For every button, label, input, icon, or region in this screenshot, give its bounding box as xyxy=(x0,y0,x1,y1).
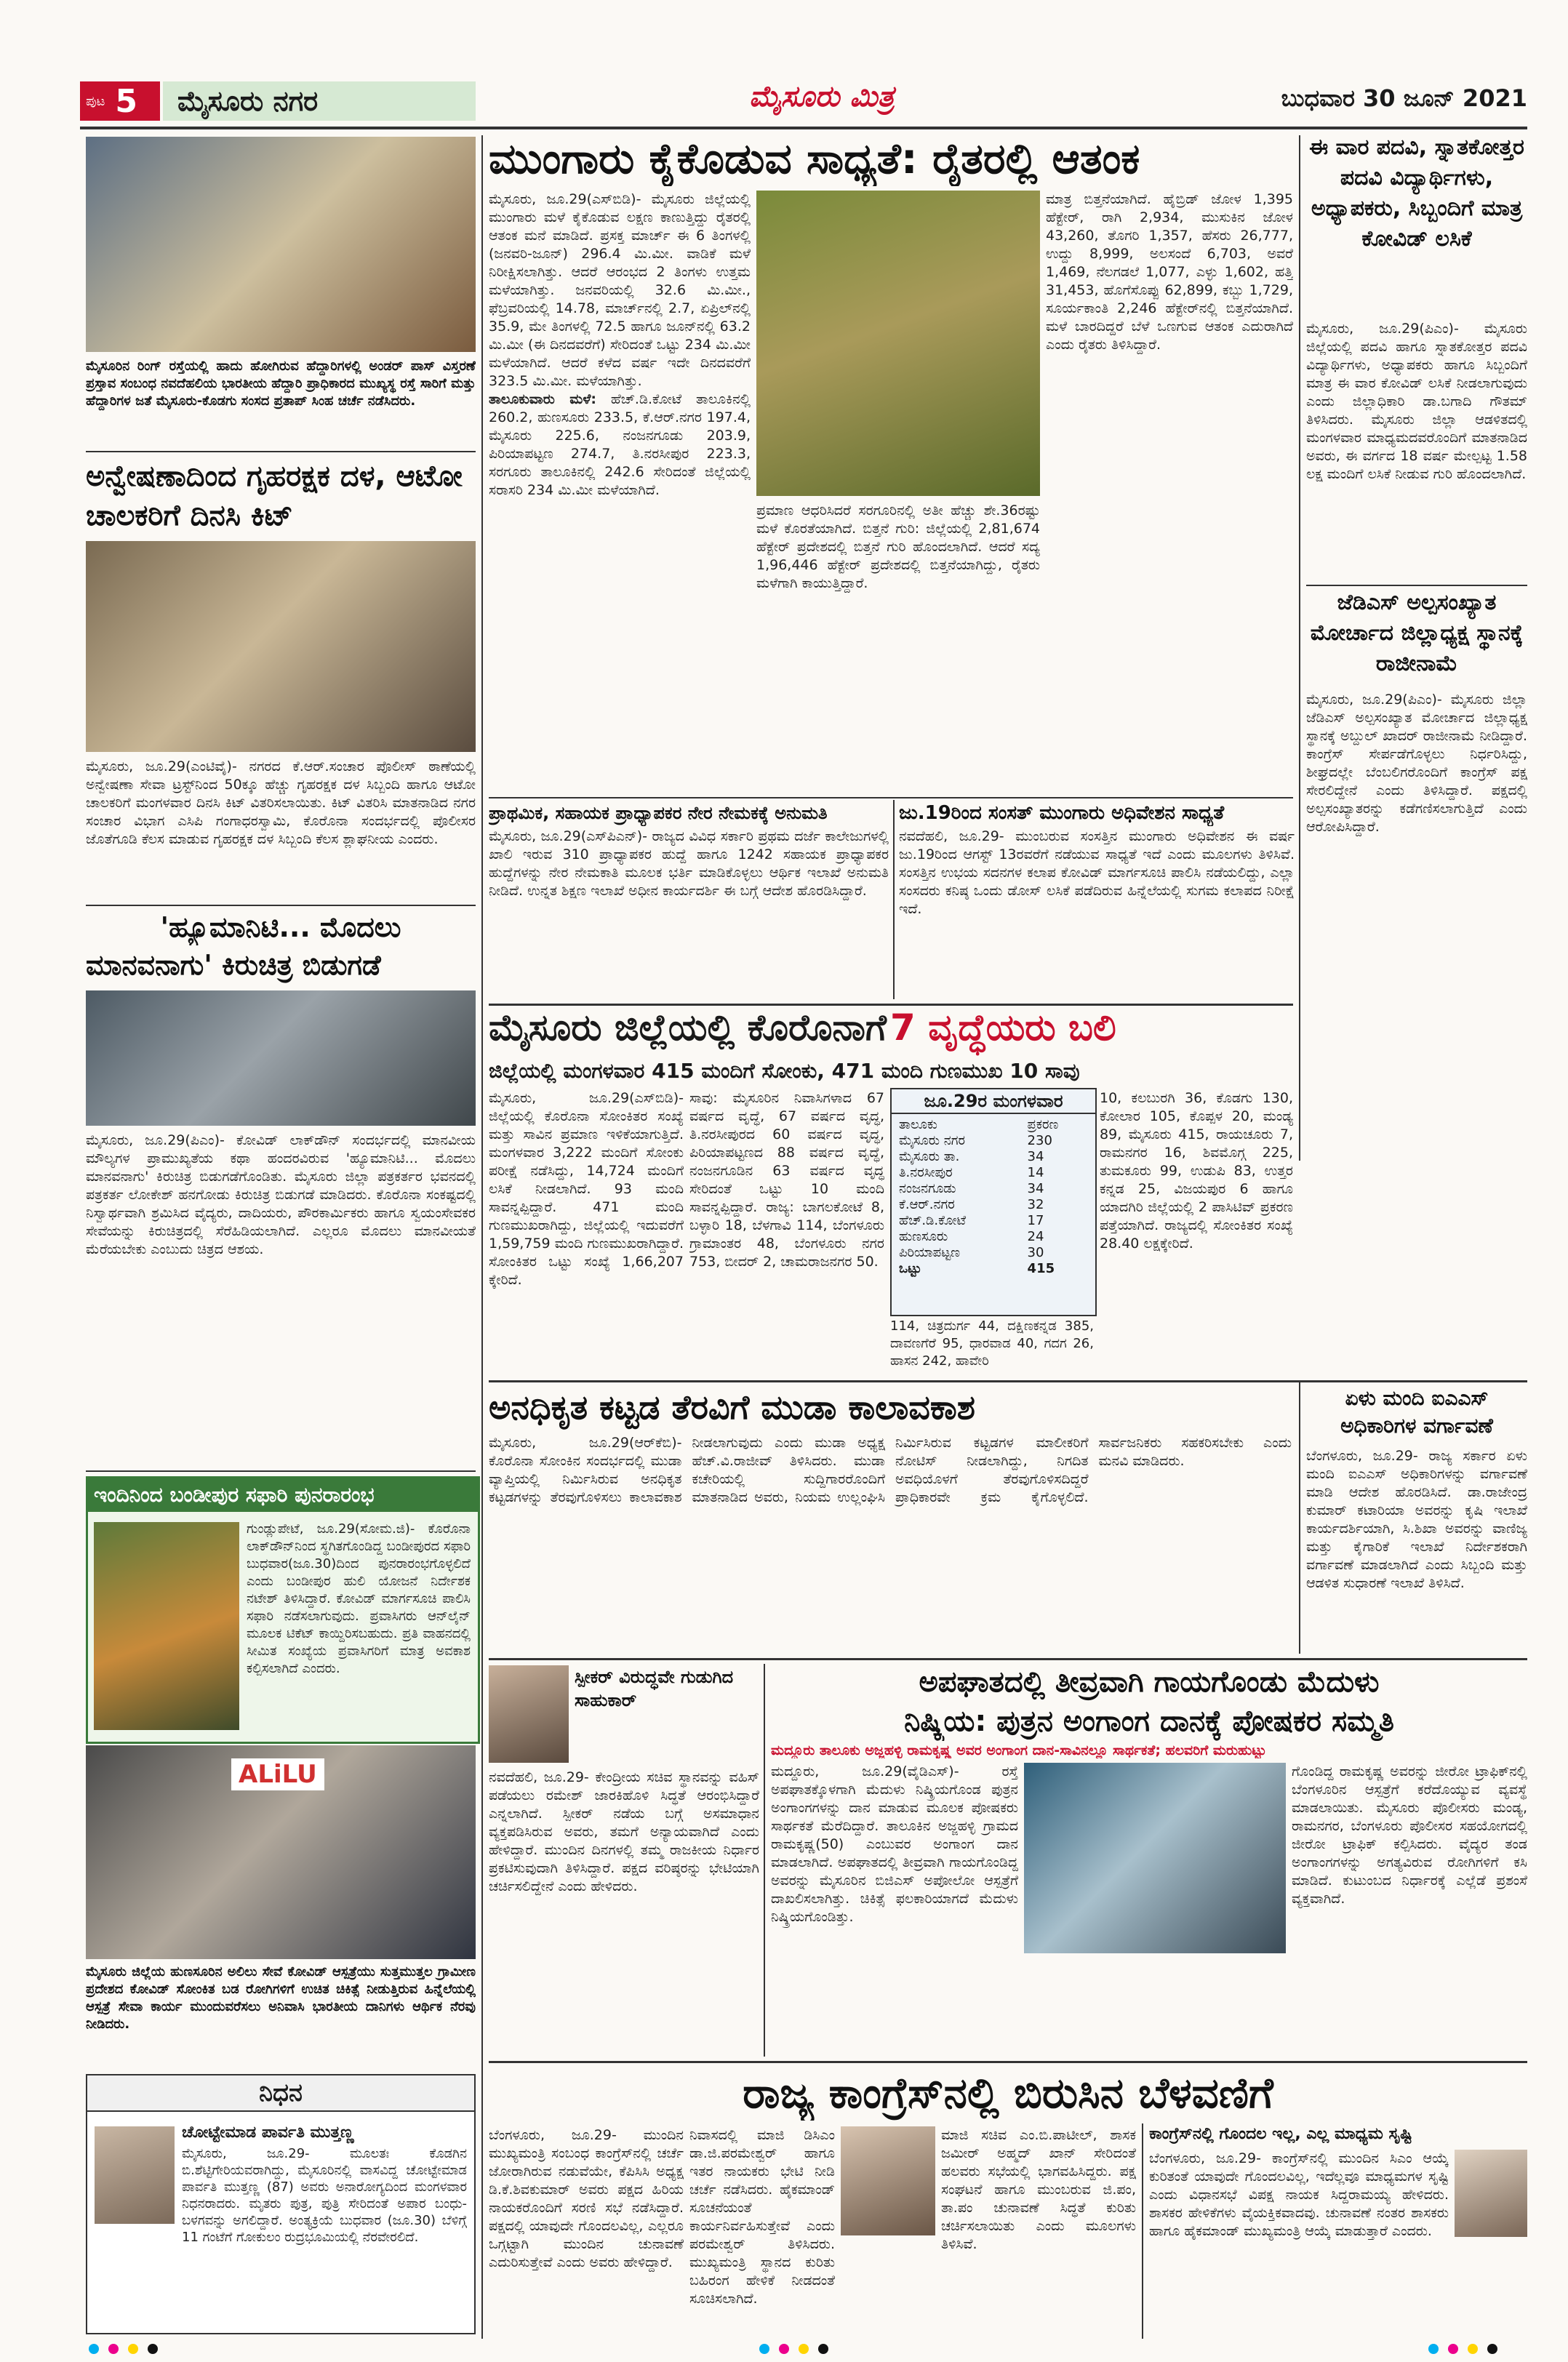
stats-taluk-cell: ಹೆಚ್.ಡಿ.ಕೋಟೆ xyxy=(899,1213,967,1228)
stats-header-row xyxy=(896,1117,1089,1133)
headline-primary-recruitment: ಪ್ರಾಥಮಿಕ, ಸಹಾಯಕ ಪ್ರಾಧ್ಯಾಪಕರ ನೇರ ನೇಮಕಕ್ಕೆ ಅನುಮತಿ xyxy=(489,803,828,823)
photo-kit-distribution xyxy=(86,541,476,752)
stats-count-cell: 30 xyxy=(1027,1245,1044,1260)
stats-row xyxy=(896,1197,1089,1213)
cyan-dot xyxy=(89,2344,99,2354)
masthead: ಮೈಸೂರು ಮಿತ್ರ xyxy=(749,80,895,113)
divider-v xyxy=(1142,2123,1143,2339)
stats-count-cell: 32 xyxy=(1027,1197,1044,1212)
photo-siddaramaiah xyxy=(1455,2150,1527,2237)
stats-header-cell: ಪ್ರಕರಣ xyxy=(1027,1117,1059,1132)
color-registration-right xyxy=(1425,2343,1500,2357)
header-rule xyxy=(80,127,1527,129)
headline-congress: ರಾಜ್ಯ ಕಾಂಗ್ರೆಸ್‌ನಲ್ಲಿ ಬಿರುಸಿನ ಬೆಳವಣಿಗೆ xyxy=(743,2068,1273,2118)
story-jds-body: ಮೈಸೂರು, ಜೂ.29(ಪಿಎಂ)- ಮೈಸೂರು ಜಿಲ್ಲಾ ಜೆಡಿಎಸ್ ಅಲ್ಪಸಂಖ್ಯಾತ ಮೋರ್ಚಾದ ಜಿಲ್ಲಾಧ್ಯಕ್ಷ ಸ್ಥಾನಕ್ಕೆ ಅಬ್ದುಲ್ ಖಾದರ್ ರಾಜೀನಾಮೆ ನೀಡಿದ್ದಾರೆ. ಕಾಂಗ್ರೆಸ್ ಸೇರ್ಪಡೆಗೊಳ್ಳಲು ನಿರ್ಧರಿಸಿದ್ದು, ಶೀಘ್ರದಲ್ಲೇ ಬೆಂಬಲಿಗರೊಂದಿಗೆ ಕಾಂಗ್ರೆಸ್ ಪಕ್ಷ ಸೇರಲಿದ್ದೇನೆ ಎಂದು ತಿಳಿಸಿದ್ದಾರೆ. ಪಕ್ಷದಲ್ಲಿ ಅಲ್ಪಸಂಖ್ಯಾತರನ್ನು ಕಡೆಗಣಿಸಲಾಗುತ್ತಿದೆ ಎಂದು ಆರೋಪಿಸಿದ್ದಾರೆ. xyxy=(1306,692,1527,835)
yellow-dot xyxy=(799,2344,809,2354)
story-congress-col1: ಬೆಂಗಳೂರು, ಜೂ.29- ಮುಂದಿನ ಮುಖ್ಯಮಂತ್ರಿ ಸಂಬಂಧ ಕಾಂಗ್ರೆಸ್‌ನಲ್ಲಿ ಚರ್ಚೆ ಜೋರಾಗಿರುವ ನಡುವೆಯೇ, ಕೆಪಿಸಿಸಿ ಅಧ್ಯಕ್ಷ ಡಿ.ಕೆ.ಶಿವಕುಮಾರ್ ಅವರು ಪಕ್ಷದ ಹಿರಿಯ ನಾಯಕರೊಂದಿಗೆ ಸರಣಿ ಸಭೆ ನಡೆಸಿದ್ದಾರೆ. ಪಕ್ಷದಲ್ಲಿ ಯಾವುದೇ ಗೊಂದಲವಿಲ್ಲ, ಎಲ್ಲರೂ ಒಗ್ಗಟ್ಟಾಗಿ ಮುಂದಿನ ಚುನಾವಣೆ ಎದುರಿಸುತ್ತೇವೆ ಎಂದು ಅವರು ಹೇಳಿದ್ದಾರೆ. xyxy=(489,2127,684,2270)
stats-count-cell: 14 xyxy=(1027,1165,1044,1180)
headline-speaker: ಸ್ಪೀಕರ್ ವಿರುದ್ಧವೇ ಗುಡುಗಿದ ಸಾಹುಕಾರ್ xyxy=(575,1667,734,1710)
corona-stats-table xyxy=(890,1088,1097,1316)
divider xyxy=(86,905,476,906)
issue-date: ಬುಧವಾರ 30 ಜೂನ್ 2021 xyxy=(1281,84,1527,112)
headline-congress-side: ಕಾಂಗ್ರೆಸ್‌ನಲ್ಲಿ ಗೊಂದಲ ಇಲ್ಲ, ಎಲ್ಲ ಮಾಧ್ಯಮ ಸೃಷ್ಟಿ xyxy=(1149,2125,1412,2143)
stats-taluk-cell: ಒಟ್ಟು xyxy=(899,1261,921,1276)
headline-parliament: ಜು.19ರಿಂದ ಸಂಸತ್ ಮುಂಗಾರು ಅಧಿವೇಶನ ಸಾಧ್ಯತೆ xyxy=(899,802,1225,824)
story-congress-col3: ಮಾಜಿ ಸಚಿವ ಎಂ.ಬಿ.ಪಾಟೀಲ್, ಶಾಸಕ ಜಮೀರ್ ಅಹ್ಮದ್ ಖಾನ್ ಸೇರಿದಂತೆ ಹಲವರು ಸಭೆಯಲ್ಲಿ ಭಾಗವಹಿಸಿದ್ದರು. ಪಕ್ಷ ಸಂಘಟನೆ ಹಾಗೂ ಮುಂಬರುವ ಜಿ.ಪಂ, ತಾ.ಪಂ ಚುನಾವಣೆ ಸಿದ್ಧತೆ ಕುರಿತು ಚರ್ಚಿಸಲಾಯಿತು ಎಂದು ಮೂಲಗಳು ತಿಳಿಸಿವೆ. xyxy=(941,2127,1136,2252)
story-primary-body: ಮೈಸೂರು, ಜೂ.29(ಎಸ್‌ಪಿಎನ್)- ರಾಜ್ಯದ ವಿವಿಧ ಸರ್ಕಾರಿ ಪ್ರಥಮ ದರ್ಜೆ ಕಾಲೇಜುಗಳಲ್ಲಿ ಖಾಲಿ ಇರುವ 310 ಪ್ರಾಧ್ಯಾಪಕರ ಹುದ್ದೆ ಹಾಗೂ 1242 ಸಹಾಯಕ ಪ್ರಾಧ್ಯಾಪಕರ ಹುದ್ದೆಗಳನ್ನು ನೇರ ನೇಮಕಾತಿ ಮೂಲಕ ಭರ್ತಿ ಮಾಡಿಕೊಳ್ಳಲು ಆರ್ಥಿಕ ಇಲಾಖೆ ಅನುಮತಿ ನೀಡಿದೆ. ಉನ್ನತ ಶಿಕ್ಷಣ ಇಲಾಖೆ ಅಧೀನ ಕಾರ್ಯದರ್ಶಿ ಈ ಬಗ್ಗೆ ಆದೇಶ ಹೊರಡಿಸಿದ್ದಾರೆ. xyxy=(489,828,889,899)
photo-ring-road-meeting xyxy=(86,137,476,352)
black-dot xyxy=(818,2344,828,2354)
subhead-corona: ಜಿಲ್ಲೆಯಲ್ಲಿ ಮಂಗಳವಾರ 415 ಮಂದಿಗೆ ಸೋಂಕು, 471 ಮಂದಿ ಗುಣಮುಖ 10 ಸಾವು xyxy=(489,1059,1080,1083)
section-title xyxy=(163,81,476,121)
column-rule-right xyxy=(1299,135,1300,1161)
story-vaccine-body: ಮೈಸೂರು, ಜೂ.29(ಪಿಎಂ)- ಮೈಸೂರು ಜಿಲ್ಲೆಯಲ್ಲಿ ಪದವಿ ಹಾಗೂ ಸ್ನಾತಕೋತ್ತರ ಪದವಿ ವಿದ್ಯಾರ್ಥಿಗಳು, ಅಧ್ಯಾಪಕರು ಹಾಗೂ ಸಿಬ್ಬಂದಿಗೆ ಮಾತ್ರ ಈ ವಾರ ಕೋವಿಡ್ ಲಸಿಕೆ ನೀಡಲಾಗುವುದು ಎಂದು ಜಿಲ್ಲಾಧಿಕಾರಿ ಡಾ.ಬಗಾದಿ ಗೌತಮ್ ತಿಳಿಸಿದರು. ಮೈಸೂರು ಜಿಲ್ಲಾ ಆಡಳಿತದಲ್ಲಿ ಮಂಗಳವಾರ ಮಾಧ್ಯಮದವರೊಂದಿಗೆ ಮಾತನಾಡಿದ ಅವರು, ಈ ವರ್ಗದ 18 ವರ್ಷ ಮೇಲ್ಪಟ್ಟ 1.58 ಲಕ್ಷ ಮಂದಿಗೆ ಲಸಿಕೆ ನೀಡುವ ಗುರಿ ಹೊಂದಲಾಗಿದೆ. xyxy=(1306,321,1527,482)
divider xyxy=(489,1658,1527,1660)
cyan-dot xyxy=(759,2344,769,2354)
divider xyxy=(489,1380,1527,1382)
stats-row xyxy=(896,1165,1089,1181)
photo-caption-alilu: ಮೈಸೂರು ಜಿಲ್ಲೆಯ ಹುಣಸೂರಿನ ಅಲಿಲು ಸೇವೆ ಕೋವಿಡ್ ಆಸ್ಪತ್ರೆಯು ಸುತ್ತಮುತ್ತಲ ಗ್ರಾಮೀಣ ಪ್ರದೇಶದ ಕೋವಿಡ್ ಸೋಂಕಿತ ಬಡ ರೋಗಿಗಳಿಗೆ ಉಚಿತ ಚಿಕಿತ್ಸೆ ನೀಡುತ್ತಿರುವ ಹಿನ್ನೆಲೆಯಲ್ಲಿ ಆಸ್ಪತ್ರೆ ಸೇವಾ ಕಾರ್ಯ ಮುಂದುವರೆಸಲು ಅನಿವಾಸಿ ಭಾರತೀಯ ದಾನಿಗಳು ಆರ್ಥಿಕ ನೆರವು ನೀಡಿದರು. xyxy=(86,1964,476,2032)
obituary-title: ನಿಧನ xyxy=(87,2075,474,2112)
magenta-dot xyxy=(1448,2344,1458,2354)
color-registration-left xyxy=(86,2343,161,2357)
obituary-name: ಚೋಟ್ಟೇಮಾಡ ಪಾರ್ವತಿ ಮುತ್ತಣ್ಣ xyxy=(182,2123,354,2142)
stats-count-cell: 17 xyxy=(1027,1213,1044,1228)
section-title-text: ಮೈಸೂರು ನಗರ xyxy=(177,84,319,117)
stats-count-cell: 34 xyxy=(1027,1149,1044,1164)
page-number: 5 xyxy=(115,82,138,120)
magenta-dot xyxy=(779,2344,789,2354)
story-police-body: ಮೈಸೂರು, ಜೂ.29(ಎಂಟಿವೈ)- ನಗರದ ಕೆ.ಆರ್.ಸಂಚಾರ ಪೊಲೀಸ್ ಠಾಣೆಯಲ್ಲಿ ಅನ್ವೇಷಣಾ ಸೇವಾ ಟ್ರಸ್ಟ್‌ನಿಂದ 50ಕ್ಕೂ ಹೆಚ್ಚು ಗೃಹರಕ್ಷಕ ದಳ ಸಿಬ್ಬಂದಿ ಹಾಗೂ ಆಟೋ ಚಾಲಕರಿಗೆ ಮಂಗಳವಾರ ದಿನಸಿ ಕಿಟ್ ವಿತರಿಸಲಾಯಿತು. ಕಿಟ್ ವಿತರಿಸಿ ಮಾತನಾಡಿದ ನಗರ ಸಂಚಾರ ವಿಭಾಗ ಎಸಿಪಿ ಗಂಗಾಧರಸ್ವಾಮಿ, ಕೊರೊನಾ ಸಂದರ್ಭದಲ್ಲಿ ಪೊಲೀಸರ ಜೊತೆಗೂಡಿ ಕೆಲಸ ಮಾಡುವ ಗೃಹರಕ್ಷಕ ದಳ ಸಿಬ್ಬಂದಿ ಕೆಲಸ ಶ್ಲಾಘನೀಯ ಎಂದರು. xyxy=(86,758,476,847)
divider xyxy=(489,797,1293,798)
story-organ-col1: ಮದ್ದೂರು, ಜೂ.29(ವೈಡಿಎಸ್)- ರಸ್ತೆ ಅಪಘಾತಕ್ಕೊಳಗಾಗಿ ಮೆದುಳು ನಿಷ್ಕ್ರಿಯಗೊಂಡ ಪುತ್ರನ ಅಂಗಾಂಗಗಳನ್ನು ದಾನ ಮಾಡುವ ಮೂಲಕ ಪೋಷಕರು ಸಾರ್ಥಕತೆ ಮೆರೆದಿದ್ದಾರೆ. ತಾಲೂಕಿನ ಅಜ್ಜಹಳ್ಳಿ ಗ್ರಾಮದ ರಾಮಕೃಷ್ಣ(50) ಎಂಬುವರ ಅಂಗಾಂಗ ದಾನ ಮಾಡಲಾಗಿದೆ. ಅಪಘಾತದಲ್ಲಿ ತೀವ್ರವಾಗಿ ಗಾಯಗೊಂಡಿದ್ದ ಅವರನ್ನು ಮೈಸೂರಿನ ಬಿಜಿಎಸ್ ಅಪೋಲೋ ಆಸ್ಪತ್ರೆಗೆ ದಾಖಲಿಸಲಾಗಿತ್ತು. ಚಿಕಿತ್ಸೆ ಫಲಕಾರಿಯಾಗದೆ ಮೆದುಳು ನಿಷ್ಕ್ರಿಯಗೊಂಡಿತ್ತು. xyxy=(771,1764,1018,1925)
stats-row xyxy=(896,1229,1089,1245)
stats-row xyxy=(896,1213,1089,1229)
story-main-col3: ಮಾತ್ರ ಬಿತ್ತನೆಯಾಗಿದೆ. ಹೈಬ್ರಿಡ್ ಜೋಳ 1,395 ಹೆಕ್ಟೇರ್, ರಾಗಿ 2,934, ಮುಸುಕಿನ ಜೋಳ 43,260, ತೊಗರಿ 1,357, ಹೆಸರು 26,777, ಉದ್ದು 8,999, ಅಲಸಂದೆ 6,703, ಅವರೆ 1,469, ನೆಲಗಡಲೆ 1,077, ಎಳ್ಳು 1,602, ಹತ್ತಿ 31,453, ಹೊಗೆಸೊಪ್ಪು 62,899, ಕಬ್ಬು 1,729, ಸೂರ್ಯಕಾಂತಿ 2,246 ಹೆಕ್ಟೇರ್‌ನಲ್ಲಿ ಬಿತ್ತನೆಯಾಗಿದೆ. ಮಳೆ ಬಾರದಿದ್ದರೆ ಬೆಳೆ ಒಣಗುವ ಆತಂಕ ಎದುರಾಗಿದೆ ಎಂದು ರೈತರು ತಿಳಿಸಿದ್ದಾರೆ. xyxy=(1046,191,1293,353)
story-film-body: ಮೈಸೂರು, ಜೂ.29(ಪಿಎಂ)- ಕೋವಿಡ್ ಲಾಕ್‌ಡೌನ್ ಸಂದರ್ಭದಲ್ಲಿ ಮಾನವೀಯ ಮೌಲ್ಯಗಳ ಪ್ರಾಮುಖ್ಯತೆಯ ಕಥಾ ಹಂದರವಿರುವ 'ಹ್ಯೂಮಾನಿಟಿ... ಮೊದಲು ಮಾನವನಾಗು' ಕಿರುಚಿತ್ರ ಬಿಡುಗಡೆಗೊಂಡಿತು. ಮೈಸೂರು ಜಿಲ್ಲಾ ಪತ್ರಕರ್ತರ ಭವನದಲ್ಲಿ ಪತ್ರಕರ್ತ ಲೋಕೇಶ್ ಹನಗೋಡು ಕಿರುಚಿತ್ರ ಬಿಡುಗಡೆ ಮಾಡಿದರು. ಕೊರೊನಾ ಸಂಕಷ್ಟದಲ್ಲಿ ನಿಸ್ವಾರ್ಥವಾಗಿ ಶ್ರಮಿಸಿದ ವೈದ್ಯರು, ದಾದಿಯರು, ಪೌರಕಾರ್ಮಿಕರು ಹಾಗೂ ಸ್ವಯಂಸೇವಕರ ಸೇವೆಯನ್ನು ಕಿರುಚಿತ್ರದಲ್ಲಿ ಸೆರೆಹಿಡಿಯಲಾಗಿದೆ. ಎಲ್ಲರೂ ಮೊದಲು ಮಾನವೀಯತೆ ಮೆರೆಯಬೇಕು ಎಂಬುದು ಚಿತ್ರದ ಆಶಯ. xyxy=(86,1132,476,1257)
subhead-organ: ಮದ್ದೂರು ತಾಲೂಕು ಅಜ್ಜಹಳ್ಳಿ ರಾಮಕೃಷ್ಣ ಅವರ ಅಂಗಾಂಗ ದಾನ-ಸಾವಿನಲ್ಲೂ ಸಾರ್ಥಕತೆ; ಹಲವರಿಗೆ ಮರುಹುಟ್ಟು xyxy=(771,1742,1267,1758)
headline-muda: ಅನಧಿಕೃತ ಕಟ್ಟಡ ತೆರವಿಗೆ ಮುಡಾ ಕಾಲಾವಕಾಶ xyxy=(489,1388,976,1427)
headline-organ-2: ನಿಷ್ಕ್ರಿಯ: ಪುತ್ರನ ಅಂಗಾಂಗ ದಾನಕ್ಕೆ ಪೋಷಕರ ಸಮ್ಮತಿ xyxy=(904,1705,1394,1738)
stats-row xyxy=(896,1245,1089,1261)
photo-tiger xyxy=(94,1522,239,1730)
headline-corona-part1: ಮೈಸೂರು ಜಿಲ್ಲೆಯಲ್ಲಿ ಕೊರೊನಾಗೆ xyxy=(489,1006,887,1049)
headline-jds-resign: ಜೆಡಿಎಸ್ ಅಲ್ಪಸಂಖ್ಯಾತ ಮೋರ್ಚಾದ ಜಿಲ್ಲಾಧ್ಯಕ್ಷ ಸ್ಥಾನಕ್ಕೆ ರಾಜೀನಾಮೆ xyxy=(1310,590,1524,676)
stats-table xyxy=(896,1117,1089,1277)
stats-count-cell: 230 xyxy=(1027,1133,1052,1148)
story-congress-side-body: ಬೆಂಗಳೂರು, ಜೂ.29- ಕಾಂಗ್ರೆಸ್‌ನಲ್ಲಿ ಮುಂದಿನ ಸಿಎಂ ಆಯ್ಕೆ ಕುರಿತಂತೆ ಯಾವುದೇ ಗೊಂದಲವಿಲ್ಲ, ಇದೆಲ್ಲವೂ ಮಾಧ್ಯಮಗಳ ಸೃಷ್ಟಿ ಎಂದು ವಿಧಾನಸಭೆ ವಿಪಕ್ಷ ನಾಯಕ ಸಿದ್ದರಾಮಯ್ಯ ಹೇಳಿದರು. ಶಾಸಕರ ಹೇಳಿಕೆಗಳು ವೈಯಕ್ತಿಕವಾದವು. ಚುನಾವಣೆ ನಂತರ ಶಾಸಕರು ಹಾಗೂ ಹೈಕಮಾಂಡ್ ಮುಖ್ಯಮಂತ್ರಿ ಆಯ್ಕೆ ಮಾಡುತ್ತಾರೆ ಎಂದರು. xyxy=(1149,2150,1449,2239)
safari-box xyxy=(86,1476,480,1744)
photo-ramesh-jarkiholi xyxy=(489,1665,569,1763)
page-number-badge xyxy=(80,81,160,121)
column-rule-left xyxy=(481,135,483,2339)
cyan-dot xyxy=(1428,2344,1439,2354)
photo-farmer-dry-field xyxy=(756,191,1040,496)
headline-safari: ಇಂದಿನಿಂದ ಬಂಡೀಪುರ ಸಫಾರಿ ಪುನರಾರಂಭ xyxy=(88,1478,478,1512)
story-main-col1 xyxy=(489,191,751,794)
stats-count-cell: 415 xyxy=(1027,1261,1055,1276)
divider xyxy=(489,1004,1293,1006)
stats-table-title: ಜೂ.29ರ ಮಂಗಳವಾರ xyxy=(892,1089,1095,1114)
divider xyxy=(489,2061,1527,2063)
headline-film-1: 'ಹ್ಯೂಮಾನಿಟಿ... ಮೊದಲು xyxy=(160,911,401,943)
stats-taluk-cell: ಮೈಸೂರು ನಗರ xyxy=(899,1133,965,1148)
headline-film-2: ಮಾನವನಾಗು' ಕಿರುಚಿತ್ರ ಬಿಡುಗಡೆ xyxy=(86,949,381,981)
story-main-body-2: ಹೆಚ್.ಡಿ.ಕೋಟೆ ತಾಲೂಕಿನಲ್ಲಿ 260.2, ಹುಣಸೂರು 233.5, ಕೆ.ಆರ್.ನಗರ 197.4, ಮೈಸೂರು 225.6, ನಂಜನಗೂಡು 203.9, ಪಿರಿಯಾಪಟ್ಟಣ 274.7, ತಿ.ನರಸೀಪುರ 223.3, ಸರಗೂರು ತಾಲೂಕಿನಲ್ಲಿ 242.6 ಸೇರಿದಂತೆ ಜಿಲ್ಲೆಯಲ್ಲಿ ಸರಾಸರಿ 234 ಮಿ.ಮೀ ಮಳೆಯಾಗಿದೆ. xyxy=(489,391,751,498)
stats-count-cell: 34 xyxy=(1027,1181,1044,1196)
story-corona-col2: ಸಾವು: ಮೈಸೂರಿನ ನಿವಾಸಿಗಳಾದ 67 ವರ್ಷದ ವೃದ್ಧೆ, 67 ವರ್ಷದ ವೃದ್ಧ, ತಿ.ನರಸೀಪುರದ 60 ವರ್ಷದ ವೃದ್ಧ, ಪಿರಿಯಾಪಟ್ಟಣದ 88 ವರ್ಷದ ವೃದ್ಧೆ, ನಂಜನಗೂಡಿನ 63 ವರ್ಷದ ವೃದ್ಧ ಸೇರಿದಂತೆ ಒಟ್ಟು 10 ಮಂದಿ ಸಾವನ್ನಪ್ಪಿದ್ದಾರೆ. ರಾಜ್ಯ: ಬಾಗಲಕೋಟೆ 8, ಬಳ್ಳಾರಿ 18, ಬೆಳಗಾವಿ 114, ಬೆಂಗಳೂರು ಗ್ರಾಮಾಂತರ 48, ಬೆಂಗಳೂರು ನಗರ 753, ಬೀದರ್ 2, ಚಾಮರಾಜನಗರ 50. xyxy=(689,1090,884,1270)
stats-row xyxy=(896,1261,1089,1277)
stats-header-cell: ತಾಲೂಕು xyxy=(899,1117,937,1132)
stats-row xyxy=(896,1149,1089,1165)
divider-v xyxy=(764,1664,765,2057)
alilu-logo: ALiLU xyxy=(231,1758,324,1790)
divider xyxy=(86,1470,476,1472)
story-corona-col4: 114, ಚಿತ್ರದುರ್ಗ 44, ದಕ್ಷಿಣಕನ್ನಡ 385, ದಾವಣಗೆರೆ 95, ಧಾರವಾಡ 40, ಗದಗ 26, ಹಾಸನ 242, ಹಾವೇರಿ xyxy=(890,1318,1094,1369)
stats-taluk-cell: ಮೈಸೂರು ತಾ. xyxy=(899,1149,960,1164)
story-main-sublabel: ತಾಲೂಕುವಾರು ಮಳೆ: xyxy=(489,391,596,407)
obituary-box xyxy=(86,2074,476,2334)
headline-monsoon: ಮುಂಗಾರು ಕೈಕೊಡುವ ಸಾಧ್ಯತೆ: ರೈತರಲ್ಲಿ ಆತಂಕ xyxy=(489,134,1140,183)
stats-taluk-cell: ತಿ.ನರಸೀಪುರ xyxy=(899,1165,953,1180)
yellow-dot xyxy=(1468,2344,1478,2354)
photo-alilu-donation xyxy=(86,1745,476,1959)
black-dot xyxy=(1487,2344,1497,2354)
color-registration-center xyxy=(756,2343,831,2357)
stats-taluk-cell: ಪಿರಿಯಾಪಟ್ಟಣ xyxy=(899,1245,961,1260)
obituary-body: ಮೈಸೂರು, ಜೂ.29- ಮೂಲತಃ ಕೊಡಗಿನ ಬಿ.ಶೆಟ್ಟಿಗೇರಿಯವರಾಗಿದ್ದು, ಮೈಸೂರಿನಲ್ಲಿ ವಾಸವಿದ್ದ ಚೋಟ್ಟೇಮಾಡ ಪಾರ್ವತಿ ಮುತ್ತಣ್ಣ (87) ಅವರು ಅನಾರೋಗ್ಯದಿಂದ ಮಂಗಳವಾರ ನಿಧನರಾದರು. ಮೃತರು ಪುತ್ರ, ಪುತ್ರಿ ಸೇರಿದಂತೆ ಅಪಾರ ಬಂಧು-ಬಳಗವನ್ನು ಅಗಲಿದ್ದಾರೆ. ಅಂತ್ಯಕ್ರಿಯೆ ಬುಧವಾರ (ಜೂ.30) ಬೆಳಿಗ್ಗೆ 11 ಗಂಟೆಗೆ ಗೋಕುಲಂ ರುದ್ರಭೂಮಿಯಲ್ಲಿ ನೆರವೇರಲಿದೆ. xyxy=(182,2146,467,2245)
story-speaker-body: ನವದೆಹಲಿ, ಜೂ.29- ಕೇಂದ್ರೀಯ ಸಚಿವ ಸ್ಥಾನವನ್ನು ವಹಿಸ್ ಪಡೆಯಲು ರಮೇಶ್ ಜಾರಕಿಹೊಳಿ ಸಿದ್ಧತೆ ಆರಂಭಿಸಿದ್ದಾರೆ ಎನ್ನಲಾಗಿದೆ. ಸ್ಪೀಕರ್ ನಡೆಯ ಬಗ್ಗೆ ಅಸಮಾಧಾನ ವ್ಯಕ್ತಪಡಿಸಿರುವ ಅವರು, ತಮಗೆ ಅನ್ಯಾಯವಾಗಿದೆ ಎಂದು ಹೇಳಿದ್ದಾರೆ. ಮುಂದಿನ ದಿನಗಳಲ್ಲಿ ತಮ್ಮ ರಾಜಕೀಯ ನಿರ್ಧಾರ ಪ್ರಕಟಿಸುವುದಾಗಿ ತಿಳಿಸಿದ್ದಾರೆ. ಪಕ್ಷದ ವರಿಷ್ಠರನ್ನು ಭೇಟಿಯಾಗಿ ಚರ್ಚಿಸಲಿದ್ದೇನೆ ಎಂದು ಹೇಳಿದರು. xyxy=(489,1769,759,1894)
divider-v xyxy=(1299,1382,1300,1654)
photo-film-release xyxy=(86,990,476,1126)
stats-taluk-cell: ಕೆ.ಆರ್.ನಗರ xyxy=(899,1197,955,1212)
headline-ias-transfer: ಏಳು ಮಂದಿ ಐಎಎಸ್ ಅಧಿಕಾರಿಗಳ ವರ್ಗಾವಣೆ xyxy=(1340,1386,1493,1438)
story-corona-col1: ಮೈಸೂರು, ಜೂ.29(ಎಸ್‌ಬಿಡಿ)- ಜಿಲ್ಲೆಯಲ್ಲಿ ಕೊರೊನಾ ಸೋಂಕಿತರ ಸಂಖ್ಯೆ ಮತ್ತು ಸಾವಿನ ಪ್ರಮಾಣ ಇಳಿಕೆಯಾಗುತ್ತಿದೆ. ಮಂಗಳವಾರ 3,222 ಮಂದಿಗೆ ಸೋಂಕು ಪರೀಕ್ಷೆ ನಡೆಸಿದ್ದು, 14,724 ಮಂದಿಗೆ ಲಸಿಕೆ ನೀಡಲಾಗಿದೆ. 93 ಮಂದಿ ಸಾವನ್ನಪ್ಪಿದ್ದಾರೆ. 471 ಮಂದಿ ಗುಣಮುಖರಾಗಿದ್ದು, ಜಿಲ್ಲೆಯಲ್ಲಿ ಇದುವರೆಗೆ 1,59,759 ಮಂದಿ ಗುಣಮುಖರಾಗಿದ್ದಾರೆ. ಸೋಂಕಿತರ ಒಟ್ಟು ಸಂಖ್ಯೆ 1,66,207 ಕ್ಕೇರಿದೆ. xyxy=(489,1090,684,1288)
photo-dk-shivakumar xyxy=(841,2126,935,2235)
headline-police-kit: ಅನ್ವೇಷಣಾದಿಂದ ಗೃಹರಕ್ಷಕ ದಳ, ಆಟೋ ಚಾಲಕರಿಗೆ ದಿನಸಿ ಕಿಟ್ xyxy=(86,460,463,532)
magenta-dot xyxy=(108,2344,119,2354)
stats-row xyxy=(896,1133,1089,1149)
headline-corona-part2: 7 ವೃದ್ಧೆಯರು ಬಲಿ xyxy=(890,1006,1116,1049)
page-label: ಪುಟ xyxy=(86,93,105,109)
yellow-dot xyxy=(128,2344,138,2354)
stats-taluk-cell: ಹುಣಸೂರು xyxy=(899,1229,948,1244)
story-main-col2: ಪ್ರಮಾಣ ಆಧರಿಸಿದರೆ ಸರಗೂರಿನಲ್ಲಿ ಅತೀ ಹೆಚ್ಚು ಶೇ.36ರಷ್ಟು ಮಳೆ ಕೊರತೆಯಾಗಿದೆ. ಬಿತ್ತನೆ ಗುರಿ: ಜಿಲ್ಲೆಯಲ್ಲಿ 2,81,674 ಹೆಕ್ಟೇರ್ ಪ್ರದೇಶದಲ್ಲಿ ಬಿತ್ತನೆ ಗುರಿ ಹೊಂದಲಾಗಿದೆ. ಆದರೆ ಸದ್ಯ 1,96,446 ಹೆಕ್ಟೇರ್ ಪ್ರದೇಶದಲ್ಲಿ ಬಿತ್ತನೆಯಾಗಿದ್ದು, ರೈತರು ಮಳೆಗಾಗಿ ಕಾಯುತ್ತಿದ್ದಾರೆ. xyxy=(756,503,1040,591)
page-header xyxy=(80,79,1527,124)
story-corona-col3: 10, ಕಲಬುರಗಿ 36, ಕೊಡಗು 130, ಕೋಲಾರ 105, ಕೊಪ್ಪಳ 20, ಮಂಡ್ಯ 89, ಮೈಸೂರು 415, ರಾಯಚೂರು 7, ರಾಮನಗರ 16, ಶಿವಮೊಗ್ಗ 225, ತುಮಕೂರು 99, ಉಡುಪಿ 83, ಉತ್ತರ ಕನ್ನಡ 25, ವಿಜಯಪುರ 6 ಹಾಗೂ ಯಾದಗಿರಿ ಜಿಲ್ಲೆಯಲ್ಲಿ 2 ಪಾಸಿಟಿವ್ ಪ್ರಕರಣ ಪತ್ತೆಯಾಗಿದೆ. ರಾಜ್ಯದಲ್ಲಿ ಸೋಂಕಿತರ ಸಂಖ್ಯೆ 28.40 ಲಕ್ಷಕ್ಕೇರಿದೆ. xyxy=(1100,1090,1293,1252)
black-dot xyxy=(148,2344,158,2354)
photo-caption-ring-road: ಮೈಸೂರಿನ ರಿಂಗ್ ರಸ್ತೆಯಲ್ಲಿ ಹಾದು ಹೋಗಿರುವ ಹೆದ್ದಾರಿಗಳಲ್ಲಿ ಅಂಡರ್ ಪಾಸ್ ವಿಸ್ತರಣೆ ಪ್ರಸ್ತಾವ ಸಂಬಂಧ ನವದೆಹಲಿಯ ಭಾರತೀಯ ಹೆದ್ದಾರಿ ಪ್ರಾಧಿಕಾರದ ಮುಖ್ಯಸ್ಥ ರಸ್ತೆ ಸಾರಿಗೆ ಮತ್ತು ಹೆದ್ದಾರಿಗಳ ಜತೆ ಮೈಸೂರು-ಕೊಡಗು ಸಂಸದ ಪ್ರತಾಪ್ ಸಿಂಹ ಚರ್ಚೆ ನಡೆಸಿದರು. xyxy=(86,359,476,409)
stats-row xyxy=(896,1181,1089,1197)
divider xyxy=(86,451,476,452)
divider-v xyxy=(893,800,895,999)
headline-corona xyxy=(489,1006,1293,1057)
divider xyxy=(1306,585,1527,586)
story-organ-col2: ಗೊಂಡಿದ್ದ ರಾಮಕೃಷ್ಣ ಅವರನ್ನು ಜೀರೋ ಟ್ರಾಫಿಕ್‌ನಲ್ಲಿ ಬೆಂಗಳೂರಿನ ಆಸ್ಪತ್ರೆಗೆ ಕರೆದೊಯ್ಯುವ ವ್ಯವಸ್ಥೆ ಮಾಡಲಾಯಿತು. ಮೈಸೂರು ಪೊಲೀಸರು ಮಂಡ್ಯ, ರಾಮನಗರ, ಬೆಂಗಳೂರು ಪೊಲೀಸರ ಸಹಯೋಗದಲ್ಲಿ ಜೀರೋ ಟ್ರಾಫಿಕ್ ಕಲ್ಪಿಸಿದರು. ವೈದ್ಯರ ತಂಡ ಅಂಗಾಂಗಗಳನ್ನು ಅಗತ್ಯವಿರುವ ರೋಗಿಗಳಿಗೆ ಕಸಿ ಮಾಡಿದೆ. ಕುಟುಂಬದ ನಿರ್ಧಾರಕ್ಕೆ ಎಲ್ಲೆಡೆ ಪ್ರಶಂಸೆ ವ್ಯಕ್ತವಾಗಿದೆ. xyxy=(1292,1764,1527,1907)
photo-organ-transfer xyxy=(1024,1763,1286,1953)
story-parliament-body: ನವದೆಹಲಿ, ಜೂ.29- ಮುಂಬರುವ ಸಂಸತ್ತಿನ ಮುಂಗಾರು ಅಧಿವೇಶನ ಈ ವರ್ಷ ಜು.19ರಿಂದ ಆಗಸ್ಟ್ 13ರವರೆಗೆ ನಡೆಯುವ ಸಾಧ್ಯತೆ ಇದೆ ಎಂದು ಮೂಲಗಳು ತಿಳಿಸಿವೆ. ಸಂಸತ್ತಿನ ಉಭಯ ಸದನಗಳ ಕಲಾಪ ಕೋವಿಡ್ ಮಾರ್ಗಸೂಚಿ ಪಾಲಿಸಿ ನಡೆಯಲಿದ್ದು, ಎಲ್ಲಾ ಸಂಸದರು ಕನಿಷ್ಠ ಒಂದು ಡೋಸ್ ಲಸಿಕೆ ಪಡೆದಿರುವ ಹಿನ್ನೆಲೆಯಲ್ಲಿ ಸುಗಮ ಕಲಾಪದ ನಿರೀಕ್ಷೆ ಇದೆ. xyxy=(899,828,1295,917)
story-safari-body: ಗುಂಡ್ಲುಪೇಟೆ, ಜೂ.29(ಸೋಮ.ಜಿ)- ಕೊರೊನಾ ಲಾಕ್‌ಡೌನ್‌ನಿಂದ ಸ್ಥಗಿತಗೊಂಡಿದ್ದ ಬಂಡೀಪುರದ ಸಫಾರಿ ಬುಧವಾರ(ಜೂ.30)ದಿಂದ ಪುನರಾರಂಭಗೊಳ್ಳಲಿದೆ ಎಂದು ಬಂಡೀಪುರ ಹುಲಿ ಯೋಜನೆ ನಿರ್ದೇಶಕ ನಟೇಶ್ ತಿಳಿಸಿದ್ದಾರೆ. ಕೋವಿಡ್ ಮಾರ್ಗಸೂಚಿ ಪಾಲಿಸಿ ಸಫಾರಿ ನಡೆಸಲಾಗುವುದು. ಪ್ರವಾಸಿಗರು ಆನ್‌ಲೈನ್ ಮೂಲಕ ಟಿಕೆಟ್ ಕಾಯ್ದಿರಿಸಬಹುದು. ಪ್ರತಿ ವಾಹನದಲ್ಲಿ ಸೀಮಿತ ಸಂಖ್ಯೆಯ ಪ್ರವಾಸಿಗರಿಗೆ ಮಾತ್ರ ಅವಕಾಶ ಕಲ್ಪಿಸಲಾಗಿದೆ ಎಂದರು. xyxy=(247,1521,471,1676)
story-muda-body: ಮೈಸೂರು, ಜೂ.29(ಆರ್‌ಕೆಬಿ)- ಕೊರೊನಾ ಸೋಂಕಿನ ಸಂದರ್ಭದಲ್ಲಿ ಮುಡಾ ವ್ಯಾಪ್ತಿಯಲ್ಲಿ ನಿರ್ಮಿಸಿರುವ ಅನಧಿಕೃತ ಕಟ್ಟಡಗಳನ್ನು ತೆರವುಗೊಳಿಸಲು ಕಾಲಾವಕಾಶ ನೀಡಲಾಗುವುದು ಎಂದು ಮುಡಾ ಅಧ್ಯಕ್ಷ ಹೆಚ್.ವಿ.ರಾಜೀವ್ ತಿಳಿಸಿದರು. ಮುಡಾ ಕಚೇರಿಯಲ್ಲಿ ಸುದ್ದಿಗಾರರೊಂದಿಗೆ ಮಾತನಾಡಿದ ಅವರು, ನಿಯಮ ಉಲ್ಲಂಘಿಸಿ ನಿರ್ಮಿಸಿರುವ ಕಟ್ಟಡಗಳ ಮಾಲೀಕರಿಗೆ ನೋಟಿಸ್ ನೀಡಲಾಗಿದ್ದು, ನಿಗದಿತ ಅವಧಿಯೊಳಗೆ ತೆರವುಗೊಳಿಸದಿದ್ದರೆ ಪ್ರಾಧಿಕಾರವೇ ಕ್ರಮ ಕೈಗೊಳ್ಳಲಿದೆ. ಸಾರ್ವಜನಿಕರು ಸಹಕರಿಸಬೇಕು ಎಂದು ಮನವಿ ಮಾಡಿದರು. xyxy=(489,1435,1292,1505)
story-ias-body: ಬೆಂಗಳೂರು, ಜೂ.29- ರಾಜ್ಯ ಸರ್ಕಾರ ಏಳು ಮಂದಿ ಐಎಎಸ್ ಅಧಿಕಾರಿಗಳನ್ನು ವರ್ಗಾವಣೆ ಮಾಡಿ ಆದೇಶ ಹೊರಡಿಸಿದೆ. ಡಾ.ರಾಜೇಂದ್ರ ಕುಮಾರ್ ಕಟಾರಿಯಾ ಅವರನ್ನು ಕೃಷಿ ಇಲಾಖೆ ಕಾರ್ಯದರ್ಶಿಯಾಗಿ, ಸಿ.ಶಿಖಾ ಅವರನ್ನು ವಾಣಿಜ್ಯ ಮತ್ತು ಕೈಗಾರಿಕೆ ಇಲಾಖೆ ನಿರ್ದೇಶಕರಾಗಿ ವರ್ಗಾವಣೆ ಮಾಡಲಾಗಿದೆ ಎಂದು ಸಿಬ್ಬಂದಿ ಮತ್ತು ಆಡಳಿತ ಸುಧಾರಣೆ ಇಲಾಖೆ ತಿಳಿಸಿದೆ. xyxy=(1306,1448,1527,1591)
headline-organ-1: ಅಪಘಾತದಲ್ಲಿ ತೀವ್ರವಾಗಿ ಗಾಯಗೊಂಡು ಮೆದುಳು xyxy=(919,1665,1380,1699)
stats-taluk-cell: ನಂಜನಗೂಡು xyxy=(899,1181,956,1196)
story-congress-col2: ನಿವಾಸದಲ್ಲಿ ಮಾಜಿ ಡಿಸಿಎಂ ಡಾ.ಜಿ.ಪರಮೇಶ್ವರ್ ಹಾಗೂ ಇತರ ನಾಯಕರು ಭೇಟಿ ನೀಡಿ ಚರ್ಚೆ ನಡೆಸಿದರು. ಹೈಕಮಾಂಡ್ ಸೂಚನೆಯಂತೆ ಕಾರ್ಯನಿರ್ವಹಿಸುತ್ತೇವೆ ಎಂದು ಪರಮೇಶ್ವರ್ ತಿಳಿಸಿದರು. ಮುಖ್ಯಮಂತ್ರಿ ಸ್ಥಾನದ ಕುರಿತು ಬಹಿರಂಗ ಹೇಳಿಕೆ ನೀಡದಂತೆ ಸೂಚಿಸಲಾಗಿದೆ. xyxy=(689,2127,835,2307)
headline-vaccine-students: ಈ ವಾರ ಪದವಿ, ಸ್ನಾತಕೋತ್ತರ ಪದವಿ ವಿದ್ಯಾರ್ಥಿಗಳು, ಅಧ್ಯಾಪಕರು, ಸಿಬ್ಬಂದಿಗೆ ಮಾತ್ರ ಕೋವಿಡ್ ಲಸಿಕೆ xyxy=(1309,135,1524,252)
story-main-body-1: ಮೈಸೂರು, ಜೂ.29(ಎಸ್‌ಬಿಡಿ)- ಮೈಸೂರು ಜಿಲ್ಲೆಯಲ್ಲಿ ಮುಂಗಾರು ಮಳೆ ಕೈಕೊಡುವ ಲಕ್ಷಣ ಕಾಣುತ್ತಿದ್ದು ರೈತರಲ್ಲಿ ಆತಂಕ ಮನೆ ಮಾಡಿದೆ. ಪ್ರಸಕ್ತ ಮಾರ್ಚ್ ಈ 6 ತಿಂಗಳಲ್ಲಿ (ಜನವರಿ-ಜೂನ್) 296.4 ಮಿ.ಮೀ. ವಾಡಿಕೆ ಮಳೆ ನಿರೀಕ್ಷಿಸಲಾಗಿತ್ತು. ಆದರೆ ಆರಂಭದ 2 ತಿಂಗಳು ಉತ್ತಮ ಮಳೆಯಾಗಿತ್ತು. ಜನವರಿಯಲ್ಲಿ 32.6 ಮಿ.ಮೀ., ಫೆಬ್ರವರಿಯಲ್ಲಿ 14.78, ಮಾರ್ಚ್‌ನಲ್ಲಿ 2.7, ಏಪ್ರಿಲ್‌ನಲ್ಲಿ 35.9, ಮೇ ತಿಂಗಳಲ್ಲಿ 72.5 ಹಾಗೂ ಜೂನ್‌ನಲ್ಲಿ 63.2 ಮಿ.ಮೀ (ಈ ದಿನದವರೆಗೆ) ಸೇರಿದಂತೆ ಒಟ್ಟು 234 ಮಿ.ಮೀ ಮಳೆಯಾಗಿದೆ. ಆದರೆ ಕಳೆದ ವರ್ಷ ಇದೇ ದಿನದವರೆಗೆ 323.5 ಮಿ.ಮೀ. ಮಳೆಯಾಗಿತ್ತು. xyxy=(489,191,751,389)
photo-obituary xyxy=(95,2126,175,2224)
stats-count-cell: 24 xyxy=(1027,1229,1044,1244)
